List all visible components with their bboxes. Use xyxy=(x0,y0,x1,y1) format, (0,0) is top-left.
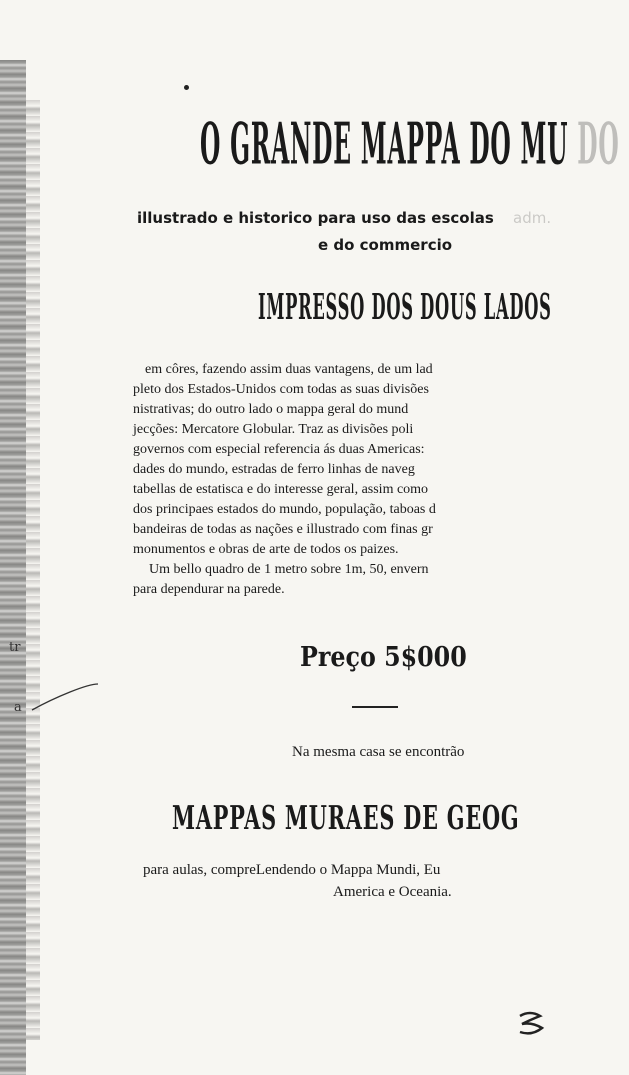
divider-rule xyxy=(352,706,398,708)
note-text: Na mesma casa se encontrão xyxy=(292,744,465,760)
main-title xyxy=(200,112,620,179)
section-heading: IMPRESSO DOS DOUS LADOS xyxy=(258,287,552,329)
page-ornament-icon xyxy=(516,1010,546,1038)
ink-flourish-icon xyxy=(30,680,100,720)
description-line: em côres, fazendo assim duas vantagens, de um lad xyxy=(145,362,433,377)
description-line: para dependurar na parede. xyxy=(133,582,285,597)
description-line: dades do mundo, estradas de ferro linhas de naveg xyxy=(133,462,415,477)
subtitle-line-1-faded: adm. xyxy=(513,209,552,227)
main-title-text: O GRANDE MAPPA DO MU xyxy=(200,112,569,179)
description-line: bandeiras de todas as nações e illustrado com finas gr xyxy=(133,522,433,537)
margin-mark: a xyxy=(14,700,22,715)
description-line: Um bello quadro de 1 metro sobre 1m, 50, envern xyxy=(149,562,429,577)
description-line: tabellas de estatisca e do interesse geral, assim como xyxy=(133,482,429,497)
page-edge-shadow xyxy=(0,60,26,1075)
margin-mark: tr xyxy=(9,640,21,655)
ink-dot xyxy=(184,85,189,90)
subtitle-line-1-text: illustrado e historico para uso das escolas xyxy=(137,209,494,227)
subtitle-line-1 xyxy=(137,209,551,227)
second-description-line-1: para aulas, compreLendendo o Mappa Mundi, Eu xyxy=(143,862,441,878)
page-edge-stain xyxy=(26,100,40,1040)
description-block xyxy=(133,360,603,600)
second-title: MAPPAS MURAES DE GEOG xyxy=(172,800,520,838)
description-line: monumentos e obras de arte de todos os paizes. xyxy=(133,542,399,557)
description-line: dos principaes estados do mundo, população, taboas d xyxy=(133,502,436,517)
description-line: jecções: Mercatore Globular. Traz as divisões poli xyxy=(133,422,414,437)
description-line: nistrativas; do outro lado o mappa geral do mund xyxy=(133,402,409,417)
description-line: pleto dos Estados-Unidos com todas as suas divisões xyxy=(133,382,429,397)
subtitle-line-2: e do commercio xyxy=(318,236,453,254)
main-title-faded: DO xyxy=(577,112,620,179)
second-description-line-2: America e Oceania. xyxy=(333,884,452,900)
price-label: Preço 5$000 xyxy=(300,642,467,673)
description-line: governos com especial referencia ás duas Americas: xyxy=(133,442,425,457)
